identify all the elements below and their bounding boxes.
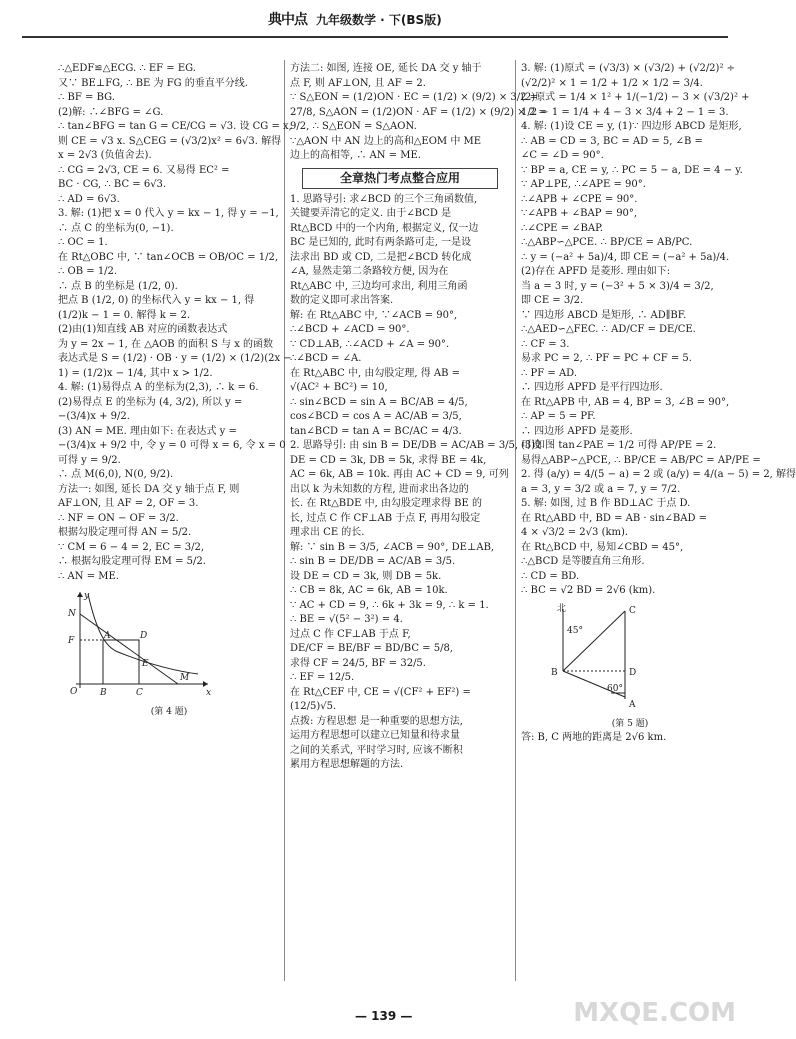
text-line: 长. 在 Rt△BDE 中, 由勾股定理求得 BE 的 [290, 498, 482, 510]
text-line: 为 y = 2x − 1, 在 △AOB 的面积 S 与 x 的函数 [58, 338, 274, 350]
figure-label: A [629, 699, 636, 710]
text-line: 法求出 BD 或 CD, 二是把∠BCD 转化成 [290, 251, 472, 263]
text-line: 点 F, 则 AF⊥ON, 且 AF = 2. [290, 77, 426, 89]
text-line: 在 Rt△OBC 中, ∵ tan∠OCB = OB/OC = 1/2, [58, 251, 279, 263]
figure-label: A [104, 631, 111, 641]
text-line: ∴ sin B = DE/DB = AC/AB = 3/5. [290, 556, 456, 568]
text-line: 在 Rt△ABC 中, 由勾股定理, 得 AB = [290, 367, 461, 379]
y-arrow [77, 592, 83, 597]
text-line: −(3/4)x + 9/2 中, 令 y = 0 可得 x = 6, 令 x = 0 [58, 440, 286, 451]
text-line: ∴ EF = 12/5. [290, 672, 355, 684]
text-line: BC · CG, ∴ BC = 6√3. [58, 179, 167, 190]
text-line: 又∵ BE⊥FG, ∴ BE 为 FG 的垂直平分线. [58, 77, 248, 89]
text-line: ∴ tan∠BFG = tan G = CE/CG = √3. 设 CG = x, [58, 121, 292, 132]
x-arrow [203, 681, 208, 687]
text-line: x = 2√3 (负值舍去). [58, 150, 152, 161]
page-title: 九年级数学 · 下(BS版) [316, 13, 442, 27]
watermark: MXQE.COM [573, 998, 736, 1029]
line-bc [563, 611, 625, 671]
text-line: 设 DE = CD = 3k, 则 DB = 5k. [290, 570, 442, 582]
text-line: √(AC² + BC²) = 10, [290, 382, 388, 394]
figure-label: B [551, 667, 558, 678]
text-line: ∴ 点 M(6,0), N(0, 9/2). [58, 469, 174, 480]
text-line: (√2/2)² × 1 = 1/2 + 1/2 × 1/2 = 3/4. [521, 77, 703, 89]
text-line: ∴ 点 C 的坐标为(0, −1). [58, 222, 174, 234]
page-header [0, 6, 750, 40]
text-line: ∵ CM = 6 − 4 = 2, EC = 3/2, [58, 541, 205, 553]
text-line: ∴∠APB + ∠CPE = 90°. [521, 193, 638, 205]
column-divider [284, 60, 285, 981]
text-line: ∠A, 显然走第二条路较方便, 因为在 [290, 266, 449, 278]
text-line: 4. 解: (1)易得点 A 的坐标为(2,3), ∴ k = 6. [58, 382, 259, 393]
text-line: ∴ 四边形 APFD 是菱形. [521, 425, 633, 437]
text-line: 运用方程思想可以建立已知量和待求量 [290, 730, 460, 742]
text-line: ∴ CD = BD. [521, 570, 580, 582]
text-line: ∴ PF = AD. [521, 367, 578, 379]
text-line: 长, 过点 C 作 CF⊥AB 于点 F, 再用勾股定 [290, 512, 481, 524]
figure-label: N [68, 609, 76, 619]
text-line: ∴ 点 B 的坐标是 (1/2, 0). [58, 280, 178, 292]
text-line: ∵ 四边形 ABCD 是矩形, ∴ AD∥BF. [521, 309, 687, 321]
figure-caption: (第 5 题) [611, 719, 649, 729]
text-line: ∠C = ∠D = 90°. [521, 150, 604, 161]
bearing-figure [521, 603, 661, 713]
text-line: 9/2, ∴ S△EON = S△AON. [290, 121, 417, 132]
text-line: 则 CE = √3 x. S△CEG = (√3/2)x² = 6√3. 解得 [58, 135, 282, 147]
text-line: 理求出 CE 的长. [290, 527, 365, 539]
figure-label: M [180, 673, 190, 683]
text-line: 即 CE = 3/2. [521, 295, 584, 306]
text-line: 之间的关系式, 平时学习时, 应该不断积 [290, 744, 463, 756]
text-line: ∵△AON 中 AN 边上的高和△EOM 中 ME [290, 135, 482, 147]
text-line: −(3/4)x + 9/2. [58, 411, 130, 422]
text-line: (1/2)k − 1 = 0. 解得 k = 2. [58, 309, 191, 321]
text-line: 边上的高相等, ∴ AN = ME. [290, 150, 421, 161]
text-line: ∴ y = (−a² + 5a)/4, 即 CE = (−a² + 5a)/4. [521, 251, 730, 263]
text-line: a = 3, y = 3/2 或 a = 7, y = 7/2. [521, 483, 681, 495]
text-line: Rt△BCD 中的一个内角, 根据定义, 仅一边 [290, 222, 479, 234]
text-line: 当 a = 3 时, y = (−3² + 5 × 3)/4 = 3/2, [521, 280, 714, 292]
text-line: ∴ NF = ON − OF = 3/2. [58, 512, 179, 524]
rectangle-abcd [103, 640, 139, 684]
text-line: cos∠BCD = cos A = AC/AB = 3/5, [290, 411, 462, 423]
text-line: ∴ 四边形 APFD 是平行四边形. [521, 382, 663, 393]
figure-label: E [142, 659, 149, 669]
text-line: 在 Rt△CEF 中, CE = √(CF² + EF²) = [290, 686, 471, 698]
text-line: ∴ CB = 8k, AC = 6k, AB = 10k. [290, 585, 448, 597]
text-line: (3)如图 tan∠PAE = 1/2 可得 AP/PE = 2. [521, 440, 717, 451]
text-line: ∴∠BCD = ∠A. [290, 353, 362, 365]
text-line: (2)解: ∴∠BFG = ∠G. [58, 106, 164, 118]
section-heading: 全章热门考点整合应用 [302, 168, 498, 189]
text-line: 易求 PC = 2, ∴ PF = PC + CF = 5. [521, 353, 692, 364]
text-line: 在 Rt△ABD 中, BD = AB · sin∠BAD = [521, 512, 708, 524]
figure-label: 60° [607, 683, 623, 694]
text-line: 在 Rt△APB 中, AB = 4, BP = 3, ∠B = 90°, [521, 396, 730, 408]
text-line: ∴ OC = 1. [58, 237, 108, 248]
text-line: 1/2 − 1 = 1/4 + 4 − 3 × 3/4 + 2 − 1 = 3. [521, 106, 729, 118]
text-line: tan∠BCD = tan A = BC/AC = 4/3. [290, 425, 462, 437]
text-line: ∵ BP = a, CE = y, ∴ PC = 5 − a, DE = 4 − y. [521, 164, 743, 176]
text-line: ∴ CF = 3. [521, 338, 570, 350]
text-line: ∴∠CPE = ∠BAP. [521, 222, 603, 234]
text-line: ∴ AP = 5 = PF. [521, 411, 596, 422]
text-line: 出以 k 为未知数的方程, 进而求出各边的 [290, 483, 469, 495]
text-line: 根据勾股定理可得 AN = 5/2. [58, 527, 192, 538]
text-line: ∴ BC = √2 BD = 2√6 (km). [521, 585, 656, 596]
text-line: 5. 解: 如图, 过 B 作 BD⊥AC 于点 D. [521, 498, 691, 509]
text-line: BC 是已知的, 此时有两条路可走, 一是设 [290, 237, 472, 249]
figure-caption: (第 4 题) [150, 706, 188, 717]
text-line: ∴∠BCD + ∠ACD = 90°. [290, 324, 410, 336]
text-line: (2)原式 = 1/4 × 1² + 1/(−1/2) − 3 × (√3/2)² + [521, 92, 750, 103]
text-line: DE = CD = 3k, DB = 5k, 求得 BE = 4k, [290, 454, 487, 466]
figure-label: D [629, 667, 637, 678]
text-line: (3) AN = ME. 理由如下: 在表达式 y = [58, 425, 237, 437]
text-line: ∴△EDF≌△ECG. ∴ EF = EG. [58, 63, 196, 74]
text-line: 方法二: 如图, 连接 OE, 延长 DA 交 y 轴于 [290, 63, 482, 74]
text-line: ∴△AED∽△FEC. ∴ AD/CF = DE/CE. [521, 324, 696, 335]
text-line: ∵ CD⊥AB, ∴∠ACD + ∠A = 90°. [290, 338, 450, 350]
text-line: 2. 思路导引: 由 sin B = DE/DB = AC/AB = 3/5, 可设 [290, 440, 542, 452]
text-line: 点拨: 方程思想 是一种重要的思想方法, [290, 715, 463, 727]
text-line: 易得△ABP∽△PCE, ∴ BP/CE = AB/PC = AP/PE = [521, 454, 761, 466]
text-line: ∴ AD = 6√3. [58, 193, 120, 205]
text-line: AF⊥ON, 且 AF = 2, OF = 3. [58, 498, 199, 509]
text-line: ∴△BCD 是等腰直角三角形. [521, 556, 645, 567]
column-divider [515, 60, 516, 981]
text-line: 表达式是 S = (1/2) · OB · y = (1/2) × (1/2)(2x − [58, 353, 292, 364]
text-line: (2)由(1)知直线 AB 对应的函数表达式 [58, 324, 228, 335]
solution-text [58, 62, 292, 584]
figure-label: F [68, 636, 75, 646]
figure-label: 北 [557, 603, 567, 614]
text-line: ∵ AC + CD = 9, ∴ 6k + 3k = 9, ∴ k = 1. [290, 599, 489, 611]
text-line: (2)易得点 E 的坐标为 (4, 3/2), 所以 y = [58, 396, 243, 408]
text-line: 2. 得 (a/y) = 4/(5 − a) = 2 或 (a/y) = 4/(a − 5) = 2, 解得 [521, 469, 796, 480]
text-line: (12/5)√5. [290, 701, 337, 713]
text-line: ∵ S△EON = (1/2)ON · EC = (1/2) × (9/2) × 3/2 = [290, 92, 539, 103]
text-line: 3. 解: (1)把 x = 0 代入 y = kx − 1, 得 y = −1, [58, 208, 279, 219]
text-line: 求得 CF = 24/5, BF = 32/5. [290, 657, 426, 669]
text-line: 方法一: 如图, 延长 DA 交 y 轴于点 F, 则 [58, 483, 240, 495]
text-line: 4. 解: (1)设 CE = y, (1)∵ 四边形 ABCD 是矩形, [521, 121, 742, 132]
text-line: 数的定义即可求出答案. [290, 295, 394, 307]
answer-line: 答: B, C 两地的距离是 2√6 km. [521, 732, 667, 744]
figure-label: O [70, 687, 78, 697]
page-number: — 139 — [355, 1009, 413, 1023]
column-left [58, 62, 292, 719]
text-line: 关键要弄清它的定义. 由于∠BCD 是 [290, 208, 452, 220]
figure-label: 45° [567, 625, 583, 636]
figure-problem-4 [58, 588, 280, 719]
book-logo: 典中点 [268, 12, 307, 28]
figure-label: B [100, 688, 107, 698]
text-line: ∴ BE = √(5² − 3²) = 4. [290, 614, 403, 626]
text-line: 1. 思路导引: 求∠BCD 的三个三角函数值, [290, 193, 478, 205]
text-line: 可得 y = 9/2. [58, 454, 121, 466]
text-line: AC = 6k, AB = 10k. 再由 AC + CD = 9, 可列 [290, 469, 509, 481]
text-line: 过点 C 作 CF⊥AB 于点 F, [290, 628, 411, 640]
text-line: 解: ∵ sin B = 3/5, ∠ACB = 90°, DE⊥AB, [290, 541, 495, 553]
text-line: DE/CF = BE/BF = BD/BC = 5/8, [290, 643, 453, 655]
figure-label: x [206, 688, 212, 698]
line-nm [80, 614, 178, 684]
figure-label: y [84, 591, 90, 601]
graph-figure [58, 588, 218, 700]
text-line: 解: 在 Rt△ABC 中, ∵∠ACB = 90°, [290, 309, 458, 321]
text-line: (2)存在 APFD 是菱形. 理由如下: [521, 266, 671, 277]
text-line: 3. 解: (1)原式 = (√3/3) × (√3/2) + (√2/2)² ÷ [521, 63, 736, 74]
text-line: ∴ CG = 2√3, CE = 6. 又易得 EC² = [58, 164, 230, 176]
text-line: ∵∠APB + ∠BAP = 90°, [521, 208, 638, 219]
text-line: ∴ AB = CD = 3, BC = AD = 5, ∠B = [521, 135, 703, 147]
text-line: 累用方程思想解题的方法. [290, 759, 404, 771]
header-rule [22, 36, 728, 38]
text-line: ∴ OB = 1/2. [58, 266, 118, 277]
text-line: ∴ BF = BG. [58, 92, 115, 103]
text-line: 1) = (1/2)x − 1/4, 其中 x > 1/2. [58, 367, 213, 379]
solution-text [521, 62, 796, 599]
text-line: ∴ 根据勾股定理可得 EM = 5/2. [58, 556, 206, 567]
text-line: 4 × √3/2 = 2√3 (km). [521, 527, 629, 538]
text-line: Rt△ABC 中, 三边均可求出, 利用三角函 [290, 280, 468, 292]
figure-label: C [136, 688, 143, 698]
text-line: ∴△ABP∽△PCE. ∴ BP/CE = AB/PC. [521, 237, 693, 248]
figure-label: C [629, 605, 636, 616]
figure-problem-5 [521, 603, 739, 732]
text-line: 在 Rt△BCD 中, 易知∠CBD = 45°, [521, 541, 684, 553]
text-line: ∵ AP⊥PE, ∴∠APE = 90°. [521, 179, 646, 190]
solution-text [290, 62, 547, 164]
column-right [521, 62, 796, 746]
text-line: ∴ sin∠BCD = sin A = BC/AB = 4/5, [290, 396, 468, 408]
figure-label: D [140, 631, 148, 641]
text-line: ∴ AN = ME. [58, 570, 119, 582]
text-line: 27/8, S△AON = (1/2)ON · AF = (1/2) × (9/2) × 2 = [290, 106, 547, 118]
solution-text [290, 193, 542, 773]
text-line: 把点 B (1/2, 0) 的坐标代入 y = kx − 1, 得 [58, 295, 255, 306]
